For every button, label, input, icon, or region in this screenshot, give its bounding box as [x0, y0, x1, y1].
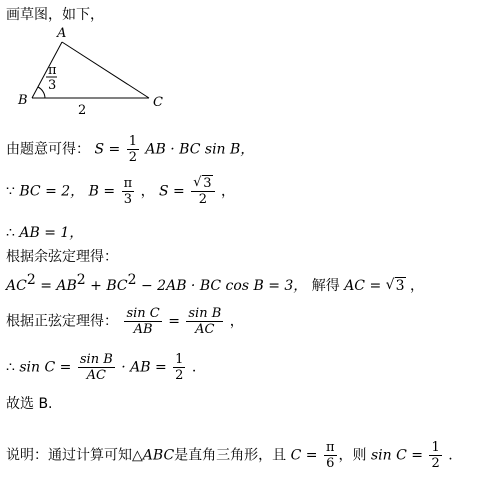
- angle-b-numerator: π: [48, 63, 57, 78]
- sin-c-result-line: [6, 352, 196, 383]
- line5-end: ，: [410, 278, 425, 294]
- power-1: 2: [26, 272, 36, 288]
- cosine-rest: − 2AB · BC cos B = 3，: [141, 278, 308, 294]
- line9-end: .: [448, 447, 453, 464]
- sine-fraction-1: [124, 306, 161, 337]
- area-formula-line: [6, 134, 254, 165]
- sin-c-num: sin B: [79, 352, 113, 367]
- half-fraction: [127, 134, 139, 165]
- triangle-figure: [15, 26, 215, 116]
- explanation-text-2: 是直角三角形，且: [174, 447, 287, 464]
- therefore-symbol-2: ∴: [6, 359, 15, 376]
- sin-c-den: AC: [86, 368, 106, 383]
- angle-b-arc: [38, 87, 45, 98]
- side-bc-label: 2: [78, 103, 87, 116]
- sin-c-value-num: 1: [175, 352, 184, 367]
- separator: ，: [140, 183, 155, 200]
- bc-term: + BC: [90, 278, 128, 294]
- line6-end: ，: [229, 313, 244, 330]
- intro-text: 画草图，如下，: [6, 7, 104, 23]
- angle-b-num: π: [123, 176, 133, 191]
- sin-c-value-den: 2: [175, 368, 184, 383]
- sin-c-final-num: 1: [431, 440, 440, 455]
- therefore-symbol: ∴: [6, 225, 15, 241]
- angle-b-fraction: [122, 176, 135, 207]
- ac-sqrt: [386, 278, 406, 294]
- angle-b-den: 3: [123, 192, 132, 207]
- angle-c-den: 6: [326, 456, 335, 471]
- ac-symbol: AC: [6, 278, 27, 294]
- bc-value: BC = 2，: [19, 183, 85, 200]
- sine-f2-den: AC: [195, 322, 215, 337]
- half-numerator: 1: [128, 134, 137, 149]
- ac-sqrt-value: 3: [395, 278, 405, 294]
- cosine-law-text: 根据余弦定理得：: [6, 249, 118, 265]
- equals-sign: =: [108, 141, 121, 158]
- sine-law-text: 根据正弦定理得：: [6, 313, 118, 330]
- triangle-abc: ABC: [142, 447, 175, 464]
- sin-c-lhs: sin C =: [19, 359, 72, 376]
- sine-f1-den: AB: [133, 322, 153, 337]
- sqrt-symbol: [193, 176, 212, 191]
- sine-fraction-2: [186, 306, 223, 337]
- sin-c-final-lhs: sin C =: [370, 447, 423, 464]
- sin-c-fraction: [78, 352, 115, 383]
- line2-end: ，: [220, 183, 235, 200]
- half-denominator: 2: [128, 150, 137, 165]
- sine-law-line: [6, 306, 244, 337]
- angle-b-lhs: B =: [88, 183, 116, 200]
- because-symbol: ∵: [6, 183, 15, 200]
- angle-b-denominator: 3: [48, 78, 57, 93]
- given-values-line: [6, 176, 235, 207]
- side-ac: [62, 42, 149, 98]
- area-num: [191, 176, 214, 192]
- angle-c-lhs: C =: [290, 447, 318, 464]
- sine-f2-num: sin B: [188, 306, 222, 321]
- area-fraction: [191, 176, 214, 207]
- cosine-law-line: [6, 272, 424, 295]
- explanation-line: [6, 440, 453, 471]
- angle-c-fraction: [324, 440, 337, 471]
- area-symbol: S: [94, 141, 105, 158]
- vertex-a-label: A: [57, 26, 67, 41]
- power-3: 2: [127, 272, 137, 288]
- angle-c-num: π: [325, 440, 335, 455]
- side-ab: [32, 42, 62, 98]
- power-2: 2: [76, 272, 86, 288]
- explanation-text-3: ，则: [338, 447, 367, 464]
- answer-line: [6, 393, 53, 413]
- area-rhs: AB · BC sin B，: [145, 141, 255, 158]
- sin-c-mid: · AB =: [121, 359, 167, 376]
- sin-c-value: [173, 352, 185, 383]
- ab-result-line: [6, 222, 83, 242]
- vertex-c-label: C: [153, 95, 163, 110]
- answer-text: 故选 B.: [6, 396, 53, 412]
- ab-result: AB = 1，: [19, 225, 84, 241]
- sin-c-final-fraction: [429, 440, 441, 471]
- cosine-law-heading: [6, 246, 118, 266]
- line1-text: 由题意可得：: [6, 141, 90, 158]
- line7-end: .: [191, 359, 197, 376]
- sine-f1-num: sin C: [126, 306, 160, 321]
- area-lhs: S =: [159, 183, 185, 200]
- sin-c-final-den: 2: [431, 456, 440, 471]
- intro-line: [6, 4, 104, 24]
- sine-equals: =: [168, 313, 180, 330]
- explanation-text-1: 说明：通过计算可知△: [6, 447, 143, 464]
- solve-text: 解得: [311, 278, 340, 294]
- vertex-b-label: B: [18, 93, 28, 108]
- ab-term: = AB: [40, 278, 77, 294]
- sqrt-value: 3: [203, 176, 212, 191]
- area-den: 2: [198, 192, 208, 207]
- ac-lhs: AC =: [344, 278, 382, 294]
